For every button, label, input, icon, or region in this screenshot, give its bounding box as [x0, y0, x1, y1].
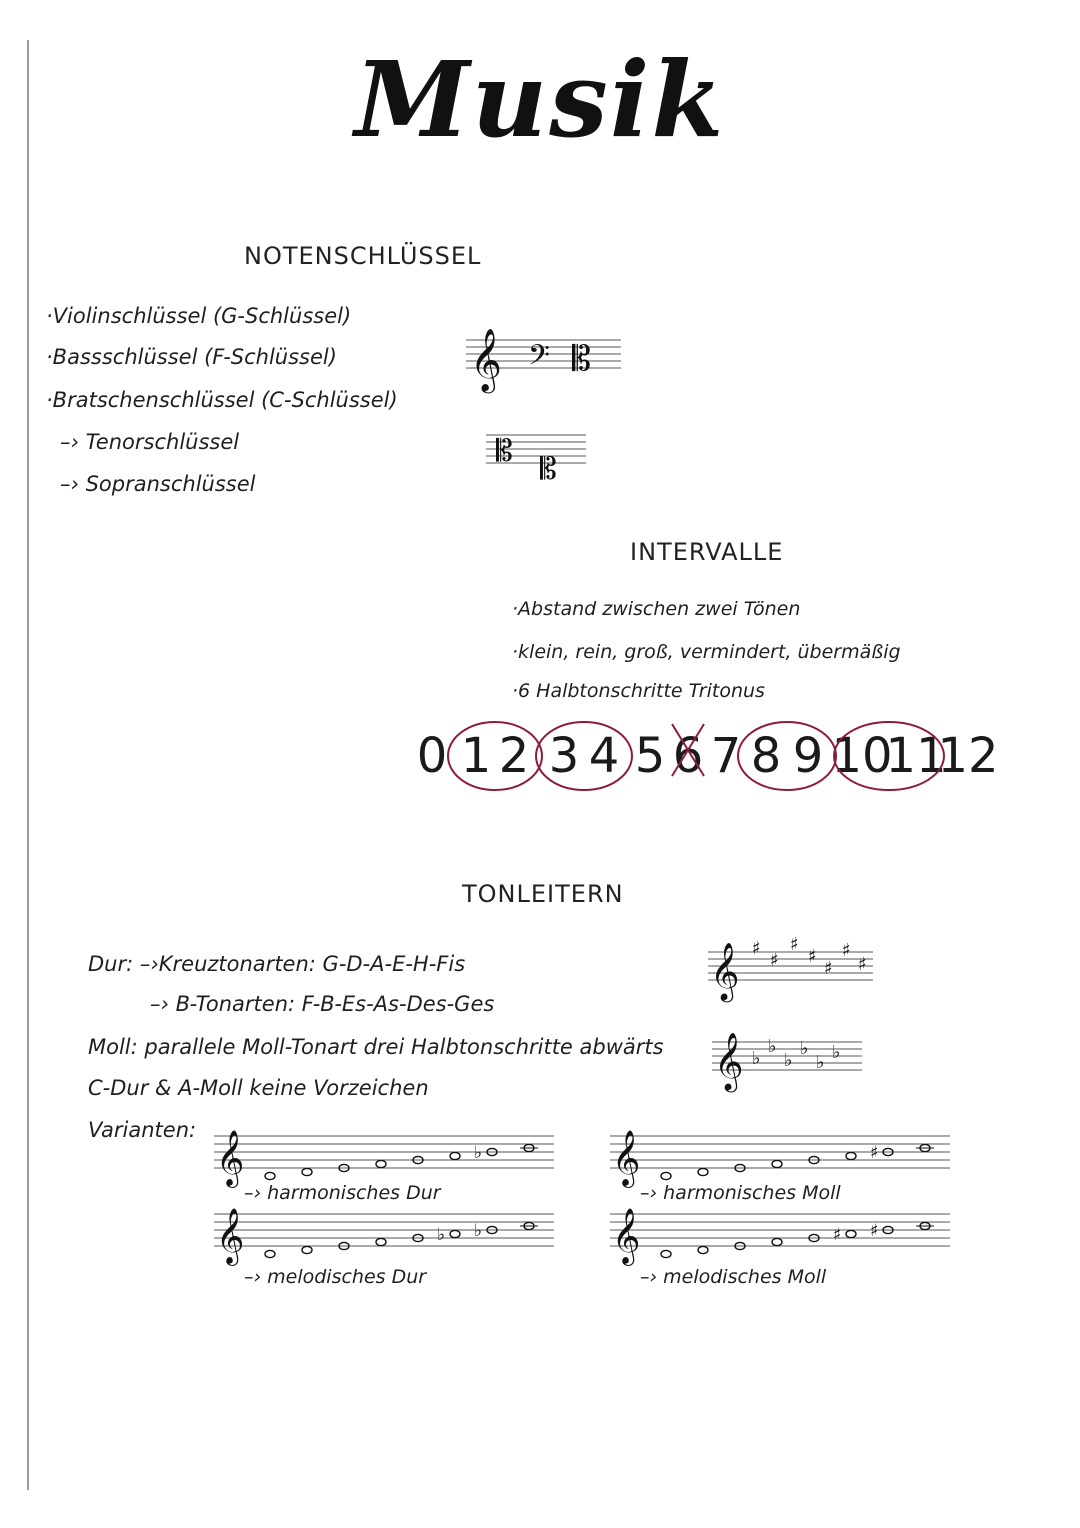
sharp-sign: ♯	[870, 1221, 879, 1241]
svg-text:𝄡: 𝄡	[496, 434, 513, 469]
svg-text:♭: ♭	[784, 1050, 793, 1071]
svg-text:♯: ♯	[842, 940, 851, 961]
whole-note	[661, 1172, 671, 1179]
interval-item-tritonus: ·6 Halbtonschritte Tritonus	[512, 680, 765, 702]
svg-text:𝄡: 𝄡	[572, 339, 591, 379]
semitone-number: 11	[885, 728, 947, 784]
section-heading-intervalle: INTERVALLE	[630, 538, 784, 566]
svg-text:♯: ♯	[752, 938, 761, 959]
staff-melodisches-dur	[214, 1200, 564, 1262]
semitone-number: 9	[792, 728, 824, 784]
clef-item-bratsche: ·Bratschenschlüssel (C-Schlüssel)	[46, 388, 398, 412]
treble-clef-icon: 𝄞	[216, 1130, 245, 1186]
svg-text:♯: ♯	[808, 946, 817, 967]
whole-note	[265, 1250, 275, 1257]
svg-text:♭: ♭	[768, 1036, 777, 1057]
treble-clef-icon: 𝄞	[612, 1208, 641, 1264]
flats-key-signature	[712, 1020, 872, 1090]
whole-note	[698, 1168, 708, 1175]
clef-staff-illustration	[466, 318, 626, 398]
semitone-number: 7	[710, 728, 742, 784]
semitone-number: 1	[460, 728, 492, 784]
whole-note	[302, 1246, 312, 1253]
svg-text:♭: ♭	[800, 1038, 809, 1059]
section-heading-tonleitern: TONLEITERN	[462, 880, 624, 908]
sharps-key-signature	[708, 930, 878, 1000]
sharp-sign: ♯	[870, 1143, 879, 1163]
page-margin-line	[27, 40, 29, 1490]
semitone-number-row	[418, 720, 1058, 800]
semitone-number: 5	[634, 728, 666, 784]
semitone-number: 8	[750, 728, 782, 784]
label-harmonisches-moll: –› harmonisches Moll	[640, 1182, 841, 1204]
treble-clef-icon: 𝄞	[612, 1130, 641, 1186]
svg-text:♭: ♭	[832, 1042, 841, 1063]
semitone-number: 12	[937, 728, 999, 784]
scale-line-b-tonarten: –› B-Tonarten: F-B-Es-As-Des-Ges	[150, 992, 495, 1016]
svg-text:𝄡: 𝄡	[540, 452, 557, 487]
label-melodisches-dur: –› melodisches Dur	[244, 1266, 427, 1288]
semitone-number: 6	[672, 728, 704, 784]
label-harmonisches-dur: –› harmonisches Dur	[244, 1182, 441, 1204]
svg-text:𝄞: 𝄞	[470, 328, 502, 391]
whole-note	[302, 1168, 312, 1175]
whole-note	[450, 1230, 460, 1237]
svg-text:♯: ♯	[770, 950, 779, 971]
section-heading-notenschluessel: NOTENSCHLÜSSEL	[244, 242, 482, 270]
svg-text:♭: ♭	[816, 1052, 825, 1073]
clef-item-bass: ·Bassschlüssel (F-Schlüssel)	[46, 345, 337, 369]
whole-note	[846, 1230, 856, 1237]
whole-note	[698, 1246, 708, 1253]
page-title: Musik	[354, 38, 726, 161]
svg-text:♭: ♭	[752, 1048, 761, 1069]
label-melodisches-moll: –› melodisches Moll	[640, 1266, 827, 1288]
scale-line-moll: Moll: parallele Moll-Tonart drei Halbtonschritte abwärts	[88, 1035, 664, 1059]
semitone-number: 2	[498, 728, 530, 784]
c-clef-staff-illustration	[486, 425, 596, 495]
scale-line-c-dur-a-moll: C-Dur & A-Moll keine Vorzeichen	[88, 1076, 429, 1100]
clef-item-violin: ·Violinschlüssel (G-Schlüssel)	[46, 304, 352, 328]
clef-item-tenor: –› Tenorschlüssel	[60, 430, 240, 454]
whole-note	[846, 1152, 856, 1159]
scale-line-kreuztonarten: Dur: –›Kreuztonarten: G-D-A-E-H-Fis	[88, 952, 466, 976]
whole-note	[661, 1250, 671, 1257]
semitone-number: 3	[548, 728, 580, 784]
sharp-sign: ♯	[833, 1225, 842, 1245]
staff-harmonisches-dur	[214, 1122, 564, 1184]
flat-sign: ♭	[474, 1143, 483, 1163]
whole-note	[265, 1172, 275, 1179]
semitone-number: 0	[416, 728, 448, 784]
svg-text:♯: ♯	[824, 958, 833, 979]
clef-item-sopran: –› Sopranschlüssel	[60, 472, 256, 496]
interval-item-abstand: ·Abstand zwischen zwei Tönen	[512, 598, 801, 620]
scale-line-varianten: Varianten:	[88, 1118, 197, 1142]
semitone-number: 10	[831, 728, 893, 784]
whole-note	[450, 1152, 460, 1159]
whole-note	[376, 1238, 386, 1245]
staff-harmonisches-moll	[610, 1122, 960, 1184]
staff-melodisches-moll	[610, 1200, 960, 1262]
svg-text:𝄢: 𝄢	[528, 339, 550, 379]
whole-note	[376, 1160, 386, 1167]
flat-sign: ♭	[474, 1221, 483, 1241]
svg-text:𝄞: 𝄞	[710, 942, 740, 1000]
whole-note	[772, 1238, 782, 1245]
svg-text:𝄞: 𝄞	[714, 1032, 744, 1090]
svg-text:♯: ♯	[790, 934, 799, 955]
svg-text:♯: ♯	[858, 954, 867, 975]
treble-clef-icon: 𝄞	[216, 1208, 245, 1264]
whole-note	[772, 1160, 782, 1167]
semitone-number: 4	[588, 728, 620, 784]
flat-sign: ♭	[437, 1225, 446, 1245]
interval-item-qualities: ·klein, rein, groß, vermindert, übermäßig	[512, 641, 901, 663]
